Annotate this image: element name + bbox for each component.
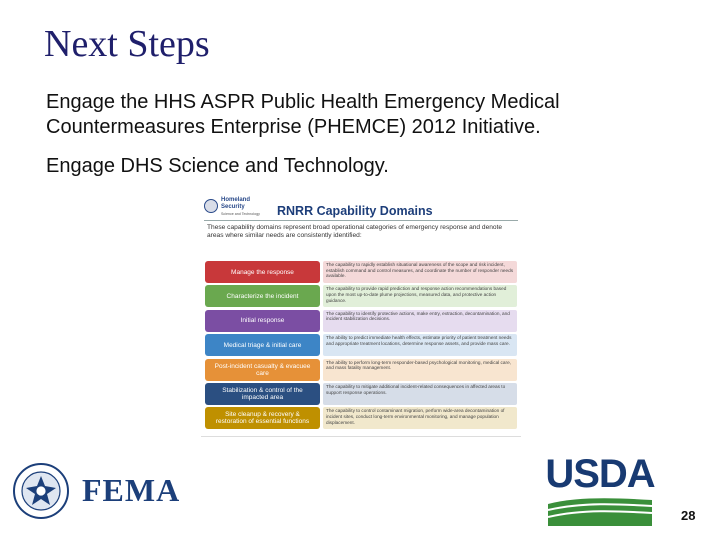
- domain-row: [205, 359, 517, 381]
- capability-domains-figure: [201, 193, 521, 437]
- logo-org-line2: Security: [221, 203, 245, 210]
- domain-description: The capability to mitigate additional incident-related consequences in affected areas to support response operations.: [323, 383, 517, 405]
- domain-row: [205, 310, 517, 332]
- domain-label: Stabilization & control of the impacted area: [205, 383, 320, 405]
- domain-row: [205, 407, 517, 429]
- dhs-seal-icon: [204, 199, 218, 213]
- usda-wordmark: USDA: [545, 452, 655, 496]
- figure-intro: These capability domains represent broad operational categories of emergency response and denote areas where similar needs are consistently identified:: [207, 224, 503, 239]
- domain-description: The ability to perform long-term responder-based psychological monitoring, medical care, and mass fatality management.: [323, 359, 517, 381]
- bullet-dhs-st: Engage DHS Science and Technology.: [46, 155, 389, 177]
- slide-title: Next Steps: [44, 23, 210, 65]
- usda-field-icon: [548, 496, 652, 526]
- dhs-seal-icon: [12, 462, 70, 520]
- domain-description: The capability to identify protective actions, make entry, extraction, decontamination, and incident stabilization decisions.: [323, 310, 517, 332]
- domain-label: Manage the response: [205, 261, 320, 283]
- domain-label: Medical triage & initial care: [205, 334, 320, 356]
- logo-directorate: Science and Technology: [221, 212, 260, 216]
- domain-description: The capability to provide rapid prediction and response action recommendations based upon the most up-to-date plume projections, measured data, and protective action guidance.: [323, 285, 517, 307]
- dhs-st-logo: [204, 197, 274, 219]
- fema-logo: [12, 462, 182, 520]
- page-number: 28: [681, 508, 696, 523]
- domain-row: [205, 261, 517, 283]
- domain-label: Site cleanup & recovery & restoration of essential functions: [205, 407, 320, 429]
- domain-row: [205, 383, 517, 405]
- domain-row: [205, 285, 517, 307]
- usda-logo: [544, 452, 656, 528]
- domain-description: The capability to rapidly establish situational awareness of the scope and risk incident, establish command and control measures, and coordinate the number of responder needs available.: [323, 261, 517, 283]
- logo-org-line1: Homeland: [221, 197, 251, 203]
- domain-label: Post-incident casualty & evacuee care: [205, 359, 320, 381]
- domain-label: Characterize the incident: [205, 285, 320, 307]
- domain-row: [205, 334, 517, 356]
- bullet-phemce: Engage the HHS ASPR Public Health Emergency Medical Countermeasures Enterprise (PHEMCE) 2012 Initiative.: [46, 91, 560, 138]
- domain-description: The ability to predict immediate health effects, estimate priority of patient treatment needs and appropriate treatment locations, determine response assets, and provide mass care.: [323, 334, 517, 356]
- domain-label: Initial response: [205, 310, 320, 332]
- figure-title: RNRR Capability Domains: [277, 204, 433, 218]
- figure-divider: [204, 220, 518, 221]
- domain-list: [205, 261, 517, 432]
- fema-wordmark: FEMA: [82, 472, 181, 508]
- domain-description: The capability to control contaminant migration, perform wide-area decontamination of incident sites, conduct long-term environmental monitoring, and manage population displacement.: [323, 407, 517, 429]
